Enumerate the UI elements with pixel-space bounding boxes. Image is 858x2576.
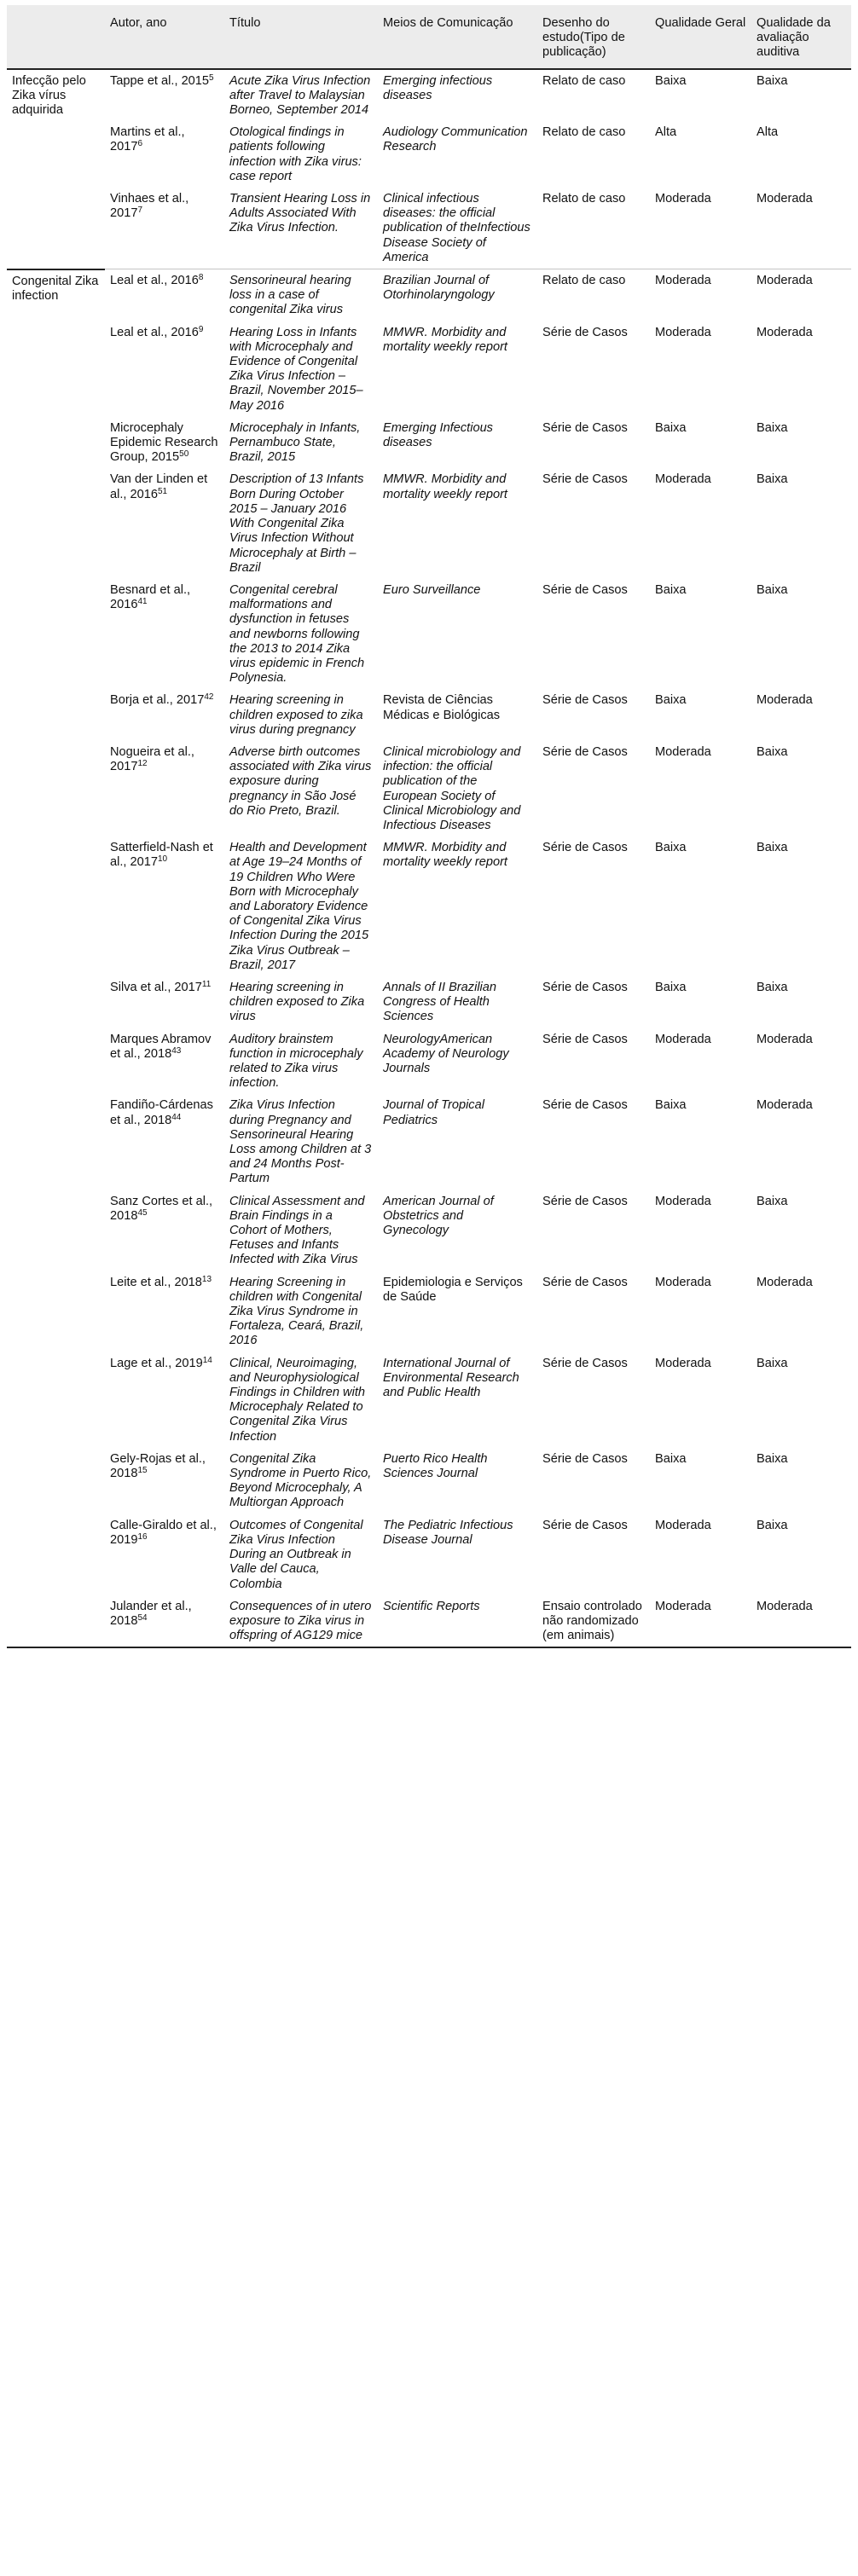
reference-number: 6: [137, 139, 143, 149]
quality-general-cell: Moderada: [655, 325, 711, 339]
reference-number: 12: [137, 759, 148, 769]
title-cell: Auditory brainstem function in microcephaly related to Zika virus infection.: [229, 1032, 363, 1091]
author-text: Microcephaly Epidemic Research Group, 2015: [110, 420, 218, 465]
quality-hearing-cell: Moderada: [757, 1098, 813, 1113]
quality-hearing-cell: Baixa: [757, 1356, 788, 1370]
design-cell: Série de Casos: [542, 1356, 628, 1370]
author-cell: [105, 741, 224, 836]
journal-cell: Euro Surveillance: [383, 582, 481, 597]
title-cell: Hearing screening in children exposed to zika virus during pregnancy: [229, 693, 363, 737]
quality-hearing-cell: Moderada: [751, 269, 851, 321]
author-text: Fandiño-Cárdenas et al., 2018: [110, 1098, 213, 1127]
reference-number: 15: [137, 1466, 148, 1476]
quality-hearing-cell: Baixa: [757, 980, 788, 994]
design-cell: Relato de caso: [542, 192, 626, 206]
design-cell: Série de Casos: [542, 472, 628, 487]
title-cell: Health and Development at Age 19–24 Months of 19 Children Who Were Born with Microcephaly and Laboratory Evidence of Congenital Zika Virus Infection During the 2015 Zika Virus Outbreak – Brazil, 2017: [229, 841, 369, 972]
reference-number: 54: [137, 1612, 148, 1623]
design-cell: Série de Casos: [542, 744, 628, 759]
title-cell: Description of 13 Infants Born During October 2015 – January 2016 With Congenital Zika Virus Infection Without Microcephaly at Birth – Brazil: [229, 472, 364, 575]
reference-number: 10: [158, 854, 168, 865]
title-cell: Transient Hearing Loss in Adults Associated With Zika Virus Infection.: [229, 192, 371, 235]
table-row: [7, 69, 851, 122]
reference-number: 51: [158, 486, 168, 496]
author-text: Borja et al., 2017: [110, 693, 205, 708]
journal-cell: Journal of Tropical Pediatrics: [383, 1098, 484, 1127]
quality-hearing-cell: Baixa: [757, 1194, 788, 1208]
author-text: Van der Linden et al., 2016: [110, 472, 208, 501]
reference-number: 44: [171, 1112, 182, 1122]
author-cell: [105, 1094, 224, 1190]
author-cell: [105, 188, 224, 269]
title-cell: Hearing Screening in children with Congenital Zika Virus Syndrome in Fortaleza, Ceará, Brazil, 2016: [229, 1275, 364, 1348]
title-cell: Otological findings in patients following infection with Zika virus: case report: [229, 125, 362, 183]
quality-general-cell: Baixa: [655, 420, 687, 435]
table-row: [7, 321, 851, 417]
table-row: [7, 836, 851, 976]
quality-hearing-cell: Moderada: [757, 693, 813, 708]
journal-cell: Emerging infectious diseases: [378, 69, 537, 122]
quality-hearing-cell: Baixa: [751, 69, 851, 122]
table-row: [7, 269, 851, 321]
design-cell: Série de Casos: [542, 325, 628, 339]
author-cell: [105, 836, 224, 976]
reference-number: 16: [137, 1531, 148, 1542]
reference-number: 43: [171, 1045, 182, 1056]
table-row: [7, 1028, 851, 1095]
quality-hearing-cell: Baixa: [757, 582, 788, 597]
quality-hearing-cell: Moderada: [757, 1275, 813, 1289]
header-row: [7, 5, 851, 69]
quality-general-cell: Baixa: [655, 693, 687, 708]
quality-hearing-cell: Baixa: [757, 1518, 788, 1532]
reference-number: 8: [198, 273, 204, 283]
table-row: [7, 1094, 851, 1190]
quality-general-cell: Baixa: [655, 1451, 687, 1466]
title-cell: Hearing Loss in Infants with Microcephaly and Evidence of Congenital Zika Virus Infection – Brazil, November 2015–May 2016: [229, 325, 363, 413]
quality-general-cell: Baixa: [655, 582, 687, 597]
quality-general-cell: Moderada: [655, 744, 711, 759]
category-cell: Infecção pelo Zika vírus adquirida: [7, 69, 105, 269]
journal-cell: American Journal of Obstetrics and Gynecology: [383, 1194, 494, 1238]
quality-general-cell: Moderada: [650, 1595, 751, 1648]
title-cell: Sensorineural hearing loss in a case of congenital Zika virus: [224, 269, 378, 321]
author-text: Nogueira et al., 2017: [110, 744, 194, 774]
author-text: Gely-Rojas et al., 2018: [110, 1451, 206, 1481]
author-text: Martins et al., 2017: [110, 125, 185, 154]
header-quality-general: Qualidade Geral: [650, 5, 751, 69]
design-cell: Relato de caso: [537, 69, 650, 122]
reference-number: 9: [198, 324, 204, 334]
studies-table-container: [7, 5, 851, 1648]
author-cell: [105, 976, 224, 1028]
author-cell: [105, 321, 224, 417]
studies-table: [7, 5, 851, 1648]
quality-hearing-cell: Moderada: [757, 325, 813, 339]
quality-general-cell: Moderada: [650, 269, 751, 321]
author-text: Sanz Cortes et al., 2018: [110, 1194, 213, 1223]
author-cell: [105, 121, 224, 188]
journal-cell: Emerging Infectious diseases: [383, 420, 493, 450]
journal-cell: MMWR. Morbidity and mortality weekly report: [383, 325, 507, 354]
reference-number: 7: [137, 206, 143, 216]
title-cell: Zika Virus Infection during Pregnancy and Sensorineural Hearing Loss among Children at 3 and 24 Months Post-Partum: [229, 1098, 372, 1186]
quality-hearing-cell: Alta: [757, 125, 779, 140]
design-cell: Ensaio controlado não randomizado (em animais): [537, 1595, 650, 1648]
reference-number: 45: [137, 1207, 148, 1218]
author-text: Tappe et al., 2015: [110, 73, 210, 88]
quality-hearing-cell: Moderada: [757, 192, 813, 206]
quality-general-cell: Moderada: [655, 1356, 711, 1370]
author-cell: [105, 69, 224, 122]
author-text: Leite et al., 2018: [110, 1275, 202, 1289]
reference-number: 50: [179, 449, 189, 460]
journal-cell: Brazilian Journal of Otorhinolaryngology: [378, 269, 537, 321]
quality-hearing-cell: Baixa: [757, 841, 788, 855]
author-cell: [105, 1271, 224, 1352]
author-cell: [105, 269, 224, 321]
design-cell: Série de Casos: [542, 420, 628, 435]
design-cell: Relato de caso: [537, 269, 650, 321]
quality-hearing-cell: Baixa: [757, 420, 788, 435]
author-text: Leal et al., 2016: [110, 325, 199, 339]
reference-number: 11: [201, 979, 212, 989]
header-design: Desenho do estudo(Tipo de publicação): [537, 5, 650, 69]
author-text: Satterfield-Nash et al., 2017: [110, 841, 213, 870]
title-cell: Congenital cerebral malformations and dysfunction in fetuses and newborns following the 2013 to 2014 Zika virus epidemic in French Polynesia.: [229, 582, 365, 686]
author-text: Marques Abramov et al., 2018: [110, 1032, 212, 1061]
design-cell: Relato de caso: [542, 125, 626, 140]
journal-cell: Annals of II Brazilian Congress of Health Sciences: [383, 980, 497, 1024]
table-row: [7, 1190, 851, 1271]
table-row: [7, 1352, 851, 1448]
design-cell: Série de Casos: [542, 1518, 628, 1532]
author-cell: [105, 1028, 224, 1095]
author-cell: [105, 689, 224, 741]
quality-general-cell: Baixa: [655, 1098, 687, 1113]
header-author: Autor, ano: [105, 5, 224, 69]
author-text: Leal et al., 2016: [110, 274, 199, 288]
quality-general-cell: Moderada: [655, 472, 711, 487]
design-cell: Série de Casos: [542, 1275, 628, 1289]
table-row: [7, 468, 851, 578]
category-cell: Congenital Zika infection: [7, 269, 105, 1648]
journal-cell: MMWR. Morbidity and mortality weekly report: [383, 472, 507, 501]
quality-hearing-cell: Moderada: [757, 1032, 813, 1046]
quality-general-cell: Moderada: [655, 1194, 711, 1208]
title-cell: Clinical, Neuroimaging, and Neurophysiological Findings in Children with Microcephaly Related to Congenital Zika Virus Infection: [229, 1356, 365, 1444]
title-cell: Consequences of in utero exposure to Zika virus in offspring of AG129 mice: [224, 1595, 378, 1648]
author-text: Silva et al., 2017: [110, 980, 202, 994]
header-journal: Meios de Comunicação: [378, 5, 537, 69]
author-cell: [105, 1514, 224, 1595]
journal-cell: Revista de Ciências Médicas e Biológicas: [383, 693, 501, 722]
table-row: [7, 188, 851, 269]
author-cell: [105, 417, 224, 469]
title-cell: Clinical Assessment and Brain Findings in a Cohort of Mothers, Fetuses and Infants Infected with Zika Virus: [229, 1194, 365, 1267]
table-row: [7, 1595, 851, 1648]
title-cell: Outcomes of Congenital Zika Virus Infection During an Outbreak in Valle del Cauca, Colombia: [229, 1518, 363, 1591]
journal-cell: Clinical infectious diseases: the official publication of theInfectious Disease Society of America: [383, 192, 530, 264]
author-cell: [105, 1595, 224, 1648]
design-cell: Série de Casos: [542, 693, 628, 708]
header-quality-hearing: Qualidade da avaliação auditiva: [751, 5, 851, 69]
quality-hearing-cell: Baixa: [757, 1451, 788, 1466]
author-cell: [105, 1352, 224, 1448]
author-text: Besnard et al., 2016: [110, 582, 191, 612]
reference-number: 13: [201, 1274, 212, 1284]
journal-cell: MMWR. Morbidity and mortality weekly report: [383, 841, 507, 870]
design-cell: Série de Casos: [542, 582, 628, 597]
quality-general-cell: Moderada: [655, 1518, 711, 1532]
journal-cell: Epidemiologia e Serviços de Saúde: [383, 1275, 523, 1304]
journal-cell: Puerto Rico Health Sciences Journal: [383, 1451, 488, 1481]
quality-hearing-cell: Moderada: [751, 1595, 851, 1648]
table-row: [7, 689, 851, 741]
author-text: Calle-Giraldo et al., 2019: [110, 1518, 217, 1547]
journal-cell: Clinical microbiology and infection: the official publication of the European Society of Clinical Microbiology and Infectious Diseases: [383, 744, 521, 832]
table-header: [7, 5, 851, 69]
quality-hearing-cell: Baixa: [757, 744, 788, 759]
title-cell: Congenital Zika Syndrome in Puerto Rico, Beyond Microcephaly, A Multiorgan Approach: [229, 1451, 372, 1510]
journal-cell: Scientific Reports: [378, 1595, 537, 1648]
author-cell: [105, 1190, 224, 1271]
reference-number: 14: [202, 1355, 212, 1365]
title-cell: Adverse birth outcomes associated with Zika virus exposure during pregnancy in São José do Rio Preto, Brazil.: [229, 744, 372, 818]
author-text: Vinhaes et al., 2017: [110, 192, 189, 221]
table-row: [7, 579, 851, 689]
quality-hearing-cell: Baixa: [757, 472, 788, 487]
author-text: Lage et al., 2019: [110, 1356, 203, 1370]
author-cell: [105, 1448, 224, 1514]
table-row: [7, 1271, 851, 1352]
title-cell: Acute Zika Virus Infection after Travel to Malaysian Borneo, September 2014: [224, 69, 378, 122]
title-cell: Hearing screening in children exposed to Zika virus: [229, 980, 365, 1024]
journal-cell: Audiology Communication Research: [383, 125, 528, 154]
quality-general-cell: Baixa: [650, 69, 751, 122]
reference-number: 41: [137, 597, 148, 607]
table-row: [7, 741, 851, 836]
design-cell: Série de Casos: [542, 1451, 628, 1466]
quality-general-cell: Alta: [655, 125, 677, 140]
author-cell: [105, 579, 224, 689]
reference-number: 42: [204, 692, 214, 703]
design-cell: Série de Casos: [542, 1098, 628, 1113]
reference-number: 5: [209, 72, 214, 83]
header-title: Título: [224, 5, 378, 69]
design-cell: Série de Casos: [542, 980, 628, 994]
journal-cell: The Pediatric Infectious Disease Journal: [383, 1518, 513, 1547]
journal-cell: International Journal of Environmental Research and Public Health: [383, 1356, 519, 1400]
header-category: [7, 5, 105, 69]
table-row: [7, 1448, 851, 1514]
quality-general-cell: Moderada: [655, 1275, 711, 1289]
table-row: [7, 1514, 851, 1595]
design-cell: Série de Casos: [542, 1194, 628, 1208]
quality-general-cell: Baixa: [655, 841, 687, 855]
author-text: Julander et al., 2018: [110, 1599, 192, 1628]
quality-general-cell: Moderada: [655, 1032, 711, 1046]
table-row: [7, 417, 851, 469]
journal-cell: NeurologyAmerican Academy of Neurology Journals: [383, 1032, 509, 1075]
table-row: [7, 121, 851, 188]
quality-general-cell: Baixa: [655, 980, 687, 994]
design-cell: Série de Casos: [542, 841, 628, 855]
author-cell: [105, 468, 224, 578]
quality-general-cell: Moderada: [655, 192, 711, 206]
table-row: [7, 976, 851, 1028]
design-cell: Série de Casos: [542, 1032, 628, 1046]
title-cell: Microcephaly in Infants, Pernambuco State, Brazil, 2015: [229, 420, 361, 465]
table-body: [7, 69, 851, 1648]
